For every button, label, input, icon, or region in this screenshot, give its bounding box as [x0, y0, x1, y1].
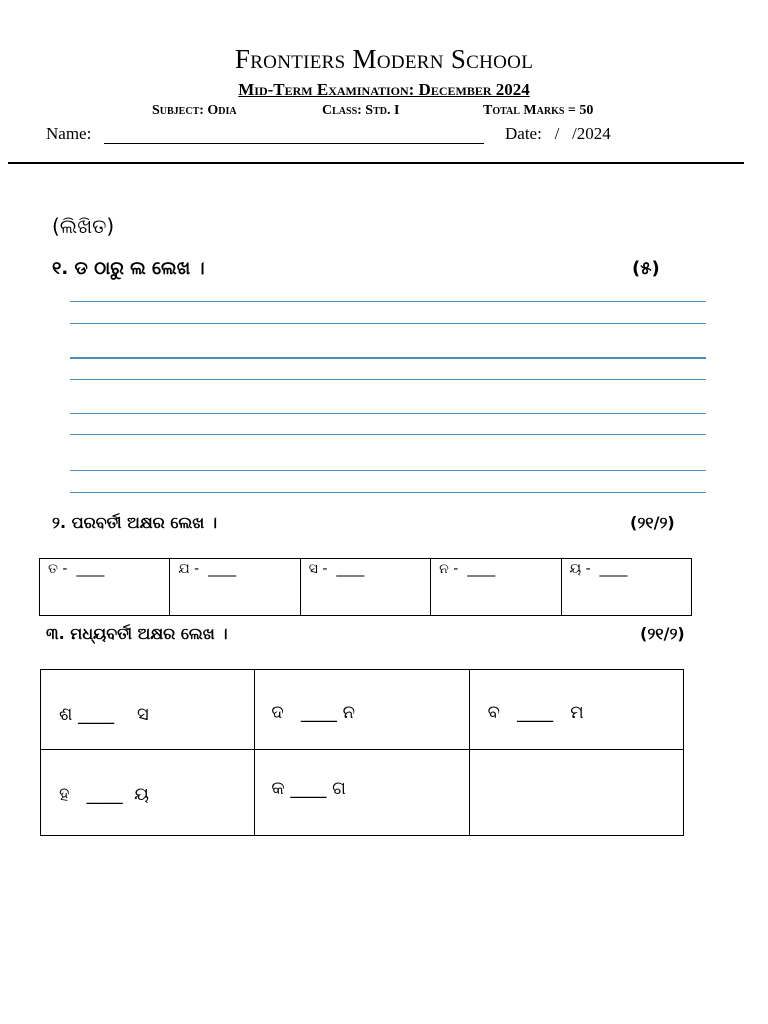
q3-marks: (୨୧/୨): [640, 624, 685, 643]
q2-cell-text: ୟ - ____: [569, 561, 628, 577]
q3-cell[interactable]: [255, 750, 469, 836]
writing-line[interactable]: [70, 492, 706, 493]
subject-label: Subject: Odia: [152, 103, 237, 118]
q2-cell-text: ନ - ____: [439, 561, 496, 577]
exam-title: Mid-Term Examination: December 2024: [238, 80, 530, 99]
total-marks-label: Total Marks = 50: [483, 103, 594, 118]
q1-marks: (୫): [632, 258, 660, 279]
writing-line[interactable]: [70, 357, 706, 359]
q2-cell[interactable]: [170, 559, 300, 616]
q3-cell-text: ଶ ____ ସ: [59, 704, 149, 725]
header-divider: [8, 162, 744, 164]
q3-cell-empty[interactable]: [469, 750, 683, 836]
q2-cell-text: ସ - ____: [308, 561, 365, 577]
q2-table: [39, 558, 692, 616]
writing-line[interactable]: [70, 413, 706, 414]
section-label: (ଲିଖିତ): [52, 214, 115, 238]
q2-cell[interactable]: [300, 559, 430, 616]
q3-cell-text: ଦ ____ ନ: [271, 702, 356, 723]
q2-cell-text: ଯ - ____: [178, 561, 237, 577]
school-name: Frontiers Modern School: [234, 44, 534, 74]
q3-cell-text: ହ ____ ୟ: [59, 784, 149, 805]
q3-cell-text: ବ ____ ମ: [487, 702, 584, 723]
writing-line[interactable]: [70, 379, 706, 380]
name-field-line[interactable]: [104, 143, 484, 144]
q3-title: ୩. ମଧ୍ୟବର୍ତୀ ଅକ୍ଷର ଲେଖ ।: [46, 624, 228, 643]
class-label: Class: Std. I: [322, 103, 400, 118]
date-label: Date: / /2024: [505, 124, 611, 143]
q2-cell[interactable]: [561, 559, 691, 616]
q2-cell[interactable]: [40, 559, 170, 616]
q3-cell-text: କ ____ ଗ: [271, 778, 346, 799]
q3-cell[interactable]: [255, 670, 469, 750]
writing-line[interactable]: [70, 301, 706, 302]
q2-marks: (୨୧/୨): [630, 513, 675, 532]
q2-title: ୨. ପରବର୍ତୀ ଅକ୍ଷର ଲେଖ ।: [52, 513, 218, 532]
q3-cell[interactable]: [41, 750, 255, 836]
q3-cell[interactable]: [469, 670, 683, 750]
name-label: Name:: [46, 124, 92, 143]
writing-line[interactable]: [70, 434, 706, 435]
q3-table: [40, 669, 684, 836]
q2-cell-text: ତ - ____: [48, 561, 105, 577]
writing-line[interactable]: [70, 470, 706, 471]
q2-cell[interactable]: [431, 559, 561, 616]
writing-line[interactable]: [70, 323, 706, 324]
q1-title: ୧. ଡ ଠାରୁ ଲ ଲେଖ ।: [52, 258, 205, 279]
q3-cell[interactable]: [41, 670, 255, 750]
